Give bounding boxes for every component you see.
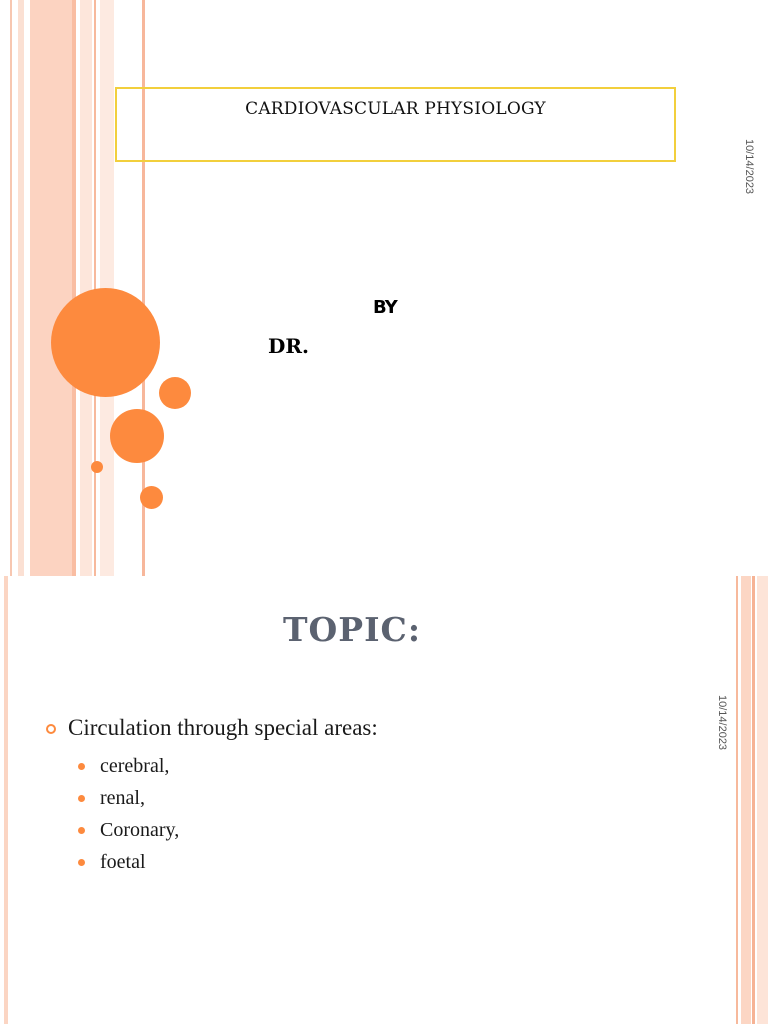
slide-date: 10/14/2023 xyxy=(743,139,755,195)
list-item xyxy=(78,782,179,814)
dot-bullet-icon xyxy=(78,859,85,866)
slide-date: 10/14/2023 xyxy=(716,695,728,751)
by-label: BY xyxy=(373,297,397,318)
decor-stripe xyxy=(72,0,76,576)
ring-bullet-icon xyxy=(46,724,56,734)
slide-title: CARDIOVASCULAR PHYSIOLOGY xyxy=(245,99,546,119)
topic-title: TOPIC: xyxy=(283,610,421,649)
bullet-text: Circulation through special areas: xyxy=(68,715,378,740)
dot-bullet-icon xyxy=(78,763,85,770)
decor-circle-small xyxy=(159,377,191,409)
decor-stripe xyxy=(30,0,72,576)
decor-stripe xyxy=(736,576,738,1024)
title-box xyxy=(115,87,676,162)
sub-bullet-text: foetal xyxy=(100,850,146,873)
decor-circle-medium xyxy=(110,409,164,463)
decor-stripe xyxy=(18,0,24,576)
dot-bullet-icon xyxy=(78,827,85,834)
dot-bullet-icon xyxy=(78,795,85,802)
sub-bullet-text: Coronary, xyxy=(100,818,180,841)
decor-circle-large xyxy=(51,288,160,397)
sub-bullet-text: cerebral, xyxy=(100,754,170,777)
author-name: DR. xyxy=(268,334,309,358)
decor-stripe xyxy=(757,576,768,1024)
list-item xyxy=(46,715,378,741)
decor-stripe xyxy=(752,576,755,1024)
decor-circle-small xyxy=(140,486,163,509)
decor-circle-tiny xyxy=(91,461,103,473)
list-item xyxy=(78,750,179,782)
sub-bullet-list xyxy=(78,750,179,878)
decor-stripe xyxy=(80,0,92,576)
decor-stripe xyxy=(10,0,12,576)
list-item xyxy=(78,814,179,846)
sub-bullet-text: renal, xyxy=(100,786,145,809)
decor-stripe xyxy=(741,576,751,1024)
list-item xyxy=(78,846,179,878)
